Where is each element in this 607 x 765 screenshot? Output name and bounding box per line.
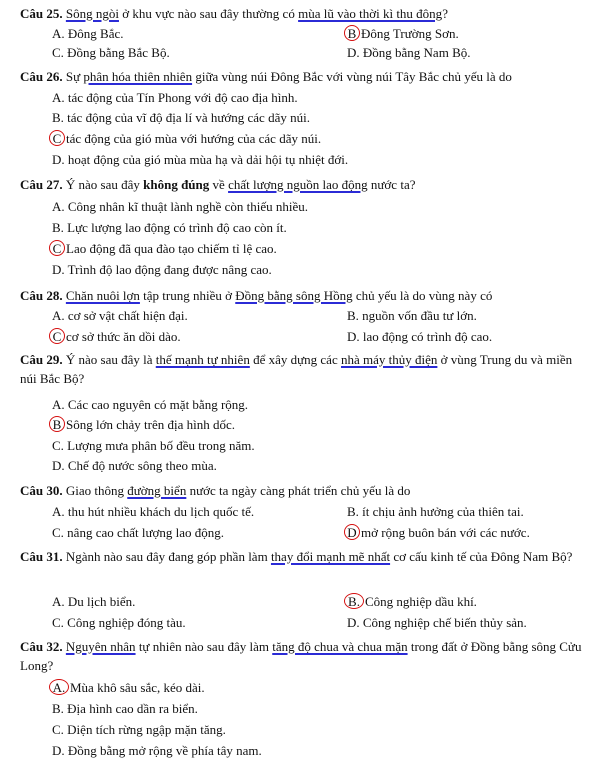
q27-option-c[interactable] xyxy=(52,239,277,258)
q27-option-b[interactable] xyxy=(52,218,287,237)
option-letter: C. xyxy=(52,525,64,540)
option-text: hoạt động của gió mùa mùa hạ và dải hội tụ nhiệt đới. xyxy=(67,152,349,167)
q30-option-c[interactable] xyxy=(52,523,224,542)
option-text: mở rộng buôn bán với các nước. xyxy=(361,525,530,540)
q29-option-a[interactable] xyxy=(52,395,248,414)
option-text: Đông Trường Sơn. xyxy=(361,26,459,41)
option-letter: D. xyxy=(52,262,65,277)
option-letter: B. xyxy=(52,110,64,125)
q29-option-d[interactable] xyxy=(52,456,217,475)
q31-option-b[interactable] xyxy=(347,592,477,611)
stem-part: đường biển xyxy=(127,483,187,498)
circled-answer-mark: B xyxy=(49,416,65,432)
question-number: Câu 25. xyxy=(20,6,63,21)
option-letter: A. xyxy=(52,26,65,41)
option-text: Đồng bằng Bắc Bộ. xyxy=(67,45,170,60)
option-text: Công nhân kĩ thuật lành nghề còn thiếu nhiều. xyxy=(67,199,308,214)
option-text: Địa hình cao dần ra biển. xyxy=(67,701,198,716)
option-text: Công nghiệp chế biến thủy sản. xyxy=(362,615,527,630)
question-26-stem xyxy=(20,67,590,86)
stem-part: Ý nào sau đây là xyxy=(65,352,156,367)
q30-option-d[interactable] xyxy=(347,523,530,542)
stem-part: nước ta? xyxy=(367,177,416,192)
q31-option-d[interactable] xyxy=(347,613,527,632)
stem-part: thế mạnh tự nhiên xyxy=(155,352,250,367)
stem-part: Ngành nào sau đây đang góp phần làm xyxy=(65,549,271,564)
option-letter: B. xyxy=(347,504,359,519)
q26-option-d[interactable] xyxy=(52,150,348,169)
option-letter: D. xyxy=(52,152,65,167)
stem-part: giữa vùng núi Đông Bắc với vùng núi Tây Bắc chủ yếu là do xyxy=(192,69,512,84)
q25-option-c[interactable] xyxy=(52,43,170,62)
stem-part: tự nhiên nào sau đây làm xyxy=(135,639,273,654)
option-letter: D. xyxy=(52,458,65,473)
stem-part: chất lượng nguồn lao động xyxy=(228,177,368,192)
option-letter: C. xyxy=(52,722,64,737)
circled-answer-mark: A. xyxy=(49,679,69,695)
option-letter: A. xyxy=(52,397,65,412)
question-28-stem xyxy=(20,286,590,305)
stem-part: Nguyên nhân xyxy=(65,639,136,654)
q28-option-d[interactable] xyxy=(347,327,492,346)
q31-option-a[interactable] xyxy=(52,592,135,611)
stem-part: Ý nào sau đây xyxy=(65,177,144,192)
question-number: Câu 27. xyxy=(20,177,63,192)
question-number: Câu 31. xyxy=(20,549,63,564)
stem-part: về xyxy=(209,177,229,192)
question-number: Câu 30. xyxy=(20,483,63,498)
question-32-stem xyxy=(20,637,590,675)
q25-option-a[interactable] xyxy=(52,24,124,43)
question-29-stem xyxy=(20,350,590,388)
q26-option-c[interactable] xyxy=(52,129,321,148)
q31-option-c[interactable] xyxy=(52,613,186,632)
q30-option-b[interactable] xyxy=(347,502,524,521)
q25-option-b[interactable] xyxy=(347,24,459,43)
option-text: cơ sở thức ăn dồi dào. xyxy=(66,329,181,344)
circled-answer-mark: C xyxy=(49,240,65,256)
circled-answer-mark: D xyxy=(344,524,360,540)
option-letter: D. xyxy=(347,615,360,630)
stem-part: tập trung nhiều ở xyxy=(139,288,236,303)
option-text: Lượng mưa phân bố đều trong năm. xyxy=(67,438,255,453)
stem-part: tăng độ chua và chua mặn xyxy=(272,639,408,654)
option-letter: B. xyxy=(52,701,64,716)
option-text: Diện tích rừng ngập mặn tăng. xyxy=(67,722,226,737)
circled-answer-mark: C xyxy=(49,130,65,146)
stem-part: ở khu vực nào sau đây thường có xyxy=(118,6,299,21)
stem-part: chủ yếu là do vùng này có xyxy=(352,288,493,303)
option-text: nguồn vốn đầu tư lớn. xyxy=(362,308,477,323)
option-letter: A. xyxy=(52,90,65,105)
question-30-stem xyxy=(20,481,590,500)
option-text: Mùa khô sâu sắc, kéo dài. xyxy=(70,680,205,695)
option-text: thu hút nhiều khách du lịch quốc tế. xyxy=(67,504,255,519)
option-letter: A. xyxy=(52,504,65,519)
stem-part: Chăn nuôi lợn xyxy=(65,288,140,303)
option-text: Đồng bằng Nam Bộ. xyxy=(362,45,471,60)
stem-part: để xây dựng các xyxy=(249,352,341,367)
q26-option-b[interactable] xyxy=(52,108,310,127)
option-text: lao động có trình độ cao. xyxy=(362,329,493,344)
q30-option-a[interactable] xyxy=(52,502,254,521)
circled-answer-mark: B. xyxy=(344,593,364,609)
option-letter: A. xyxy=(52,199,65,214)
stem-part: Sông ngòi xyxy=(65,6,119,21)
q32-option-a[interactable] xyxy=(52,678,205,697)
option-text: Chế độ nước sông theo mùa. xyxy=(67,458,217,473)
question-25-stem xyxy=(20,4,590,23)
question-number: Câu 32. xyxy=(20,639,63,654)
stem-part: trong đất ở Đồng bằng sông Cửu Long? xyxy=(20,639,582,673)
option-text: tác động của vĩ độ địa lí và hướng các dãy núi. xyxy=(67,110,310,125)
q28-option-c[interactable] xyxy=(52,327,181,346)
stem-part: không đúng xyxy=(143,177,210,192)
option-text: Lực lượng lao động có trình độ cao còn ít. xyxy=(67,220,287,235)
option-text: Công nghiệp dầu khí. xyxy=(365,594,477,609)
question-number: Câu 26. xyxy=(20,69,63,84)
stem-part: phân hóa thiên nhiên xyxy=(83,69,193,84)
q32-option-c[interactable] xyxy=(52,720,226,739)
option-letter: A. xyxy=(52,594,65,609)
option-letter: C. xyxy=(52,45,64,60)
stem-part: Đồng bằng sông Hồng xyxy=(235,288,353,303)
option-letter: B. xyxy=(52,220,64,235)
option-text: tác động của Tín Phong với độ cao địa hình. xyxy=(67,90,298,105)
option-text: nâng cao chất lượng lao động. xyxy=(67,525,225,540)
stem-part: nhà máy thủy điện xyxy=(340,352,438,367)
option-text: Đông Bắc. xyxy=(67,26,124,41)
option-letter: C. xyxy=(52,438,64,453)
option-letter: A. xyxy=(52,308,65,323)
option-text: Các cao nguyên có mặt bằng rộng. xyxy=(67,397,249,412)
option-letter: D. xyxy=(347,45,360,60)
option-text: Đồng bằng mở rộng về phía tây nam. xyxy=(67,743,262,758)
stem-part: ở vùng Trung du và miền núi Bắc Bộ? xyxy=(20,352,573,386)
q28-option-b[interactable] xyxy=(347,306,477,325)
option-text: Du lịch biển. xyxy=(67,594,136,609)
q27-option-a[interactable] xyxy=(52,197,308,216)
option-text: ít chịu ảnh hưởng của thiên tai. xyxy=(362,504,524,519)
q26-option-a[interactable] xyxy=(52,88,298,107)
stem-part: cơ cấu kinh tế của Đông Nam Bộ? xyxy=(390,549,573,564)
q32-option-b[interactable] xyxy=(52,699,198,718)
q32-option-d[interactable] xyxy=(52,741,262,760)
q27-option-d[interactable] xyxy=(52,260,272,279)
option-text: cơ sở vật chất hiện đại. xyxy=(67,308,188,323)
q25-option-d[interactable] xyxy=(347,43,471,62)
stem-part: ? xyxy=(442,6,448,21)
option-text: Lao động đã qua đào tạo chiếm tỉ lệ cao. xyxy=(66,241,277,256)
option-letter: B. xyxy=(347,308,359,323)
stem-part: Sự xyxy=(65,69,84,84)
circled-answer-mark: C xyxy=(49,328,65,344)
question-31-stem xyxy=(20,547,590,566)
stem-part: mùa lũ vào thời kì thu đông xyxy=(298,6,443,21)
q29-option-b[interactable] xyxy=(52,415,235,434)
option-text: Sông lớn chảy trên địa hình dốc. xyxy=(66,417,235,432)
q28-option-a[interactable] xyxy=(52,306,188,325)
q29-option-c[interactable] xyxy=(52,436,255,455)
option-letter: D. xyxy=(52,743,65,758)
stem-part: nước ta ngày càng phát triển chủ yếu là do xyxy=(186,483,411,498)
option-text: Công nghiệp đóng tàu. xyxy=(67,615,186,630)
circled-answer-mark: B xyxy=(344,25,360,41)
question-number: Câu 29. xyxy=(20,352,63,367)
option-text: tác động của gió mùa với hướng của các dãy núi. xyxy=(66,131,322,146)
question-number: Câu 28. xyxy=(20,288,63,303)
option-text: Trình độ lao động đang được nâng cao. xyxy=(67,262,272,277)
question-27-stem xyxy=(20,175,590,194)
stem-part: Giao thông xyxy=(65,483,128,498)
stem-part: thay đổi mạnh mẽ nhất xyxy=(270,549,391,564)
option-letter: C. xyxy=(52,615,64,630)
option-letter: D. xyxy=(347,329,360,344)
